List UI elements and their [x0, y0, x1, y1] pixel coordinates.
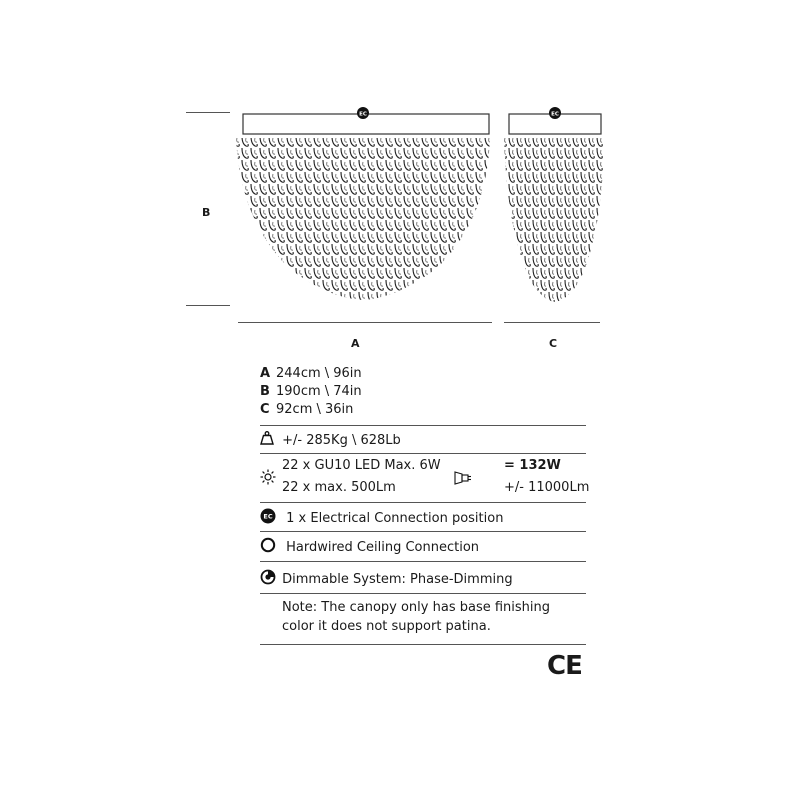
ce-mark: CE — [547, 651, 582, 681]
ring-icon — [260, 537, 276, 557]
weight-icon — [260, 431, 274, 449]
dimension-c-label: C — [549, 337, 558, 350]
dimension-value: 92cm \ 36in — [276, 402, 354, 417]
dimming-text: Dimmable System: Phase-Dimming — [282, 571, 513, 587]
divider — [260, 453, 586, 454]
total-power: = 132W — [504, 458, 561, 473]
b-dimension-top-line — [186, 112, 230, 113]
dimension-b-label: B — [202, 206, 211, 219]
a-dimension-line — [238, 322, 492, 323]
note-line-2: color it does not support patina. — [282, 619, 491, 634]
dimension-value: 190cm \ 74in — [276, 384, 362, 399]
sun-icon — [260, 469, 276, 489]
chandelier-front-view — [232, 100, 494, 310]
weight-row — [260, 431, 586, 451]
divider — [260, 502, 586, 503]
dimmer-icon — [260, 569, 276, 589]
bulb-gu10-icon — [454, 471, 472, 489]
ec-marker-side-label: EC — [551, 111, 559, 118]
electrical-text: 1 x Electrical Connection position — [286, 510, 504, 526]
lamps-block — [260, 458, 590, 500]
dimension-value: 244cm \ 96in — [276, 366, 362, 381]
dimension-row-a — [260, 366, 362, 381]
note-block — [260, 600, 586, 640]
lamp-line-1: 22 x GU10 LED Max. 6W — [282, 458, 441, 473]
divider — [260, 561, 586, 562]
dimension-row-b — [260, 384, 362, 399]
svg-text:EC: EC — [263, 512, 273, 521]
divider — [260, 593, 586, 594]
dimension-row-c — [260, 402, 353, 417]
divider — [260, 644, 586, 645]
dimension-letter: B — [260, 384, 270, 399]
c-dimension-line — [504, 322, 600, 323]
note-line-1: Note: The canopy only has base finishing — [282, 600, 550, 615]
dimension-a-label: A — [351, 337, 360, 350]
chandelier-side-view — [500, 100, 610, 310]
ec-icon — [260, 508, 276, 528]
ec-marker-front-label: EC — [359, 111, 367, 118]
electrical-row — [260, 508, 586, 528]
dimension-letter: A — [260, 366, 271, 381]
divider — [260, 425, 586, 426]
divider — [260, 531, 586, 532]
b-dimension-bottom-line — [186, 305, 230, 306]
lamp-line-2: 22 x max. 500Lm — [282, 480, 396, 495]
total-lumen: +/- 11000Lm — [504, 480, 590, 495]
dimensions-list — [260, 366, 586, 426]
ceiling-text: Hardwired Ceiling Connection — [286, 539, 480, 555]
dimming-row — [260, 569, 586, 589]
ceiling-row — [260, 537, 586, 557]
dimension-letter: C — [260, 402, 270, 417]
weight-value: +/- 285Kg \ 628Lb — [282, 432, 401, 448]
